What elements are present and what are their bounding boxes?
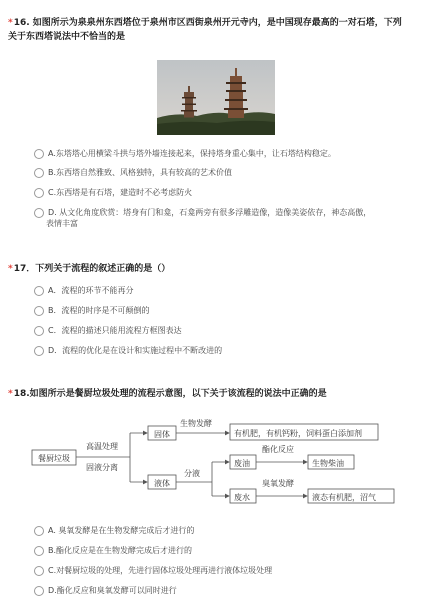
option-label: B.酯化反应是在生物发酵完成后才进行的	[48, 546, 193, 555]
label-oil: 废油	[234, 459, 250, 468]
q18-title-text: 18.如图所示是餐厨垃圾处理的流程示意图，以下关于该流程的说法中正确的是	[13, 389, 327, 399]
label-step1-top: 高温处理	[86, 442, 118, 451]
q16-option-a[interactable]	[34, 148, 336, 159]
radio-button[interactable]	[34, 526, 44, 536]
option-label: A.东塔塔心用横梁斗拱与塔外墙连接起来，保持塔身重心集中，让石塔结构稳定。	[48, 149, 336, 158]
q16-title	[8, 17, 402, 30]
label-ozone: 臭氧发酵	[262, 479, 294, 488]
option-label: A. 臭氧发酵是在生物发酵完成后才进行的	[48, 526, 195, 535]
label-solid: 固体	[154, 430, 170, 439]
option-label: D. 从文化角度欣赏：塔身有门和龛，石龛两旁有很多浮雕造像，造像美姿依存，神态高傲，	[48, 208, 372, 217]
q16-title-line2: 关于东西塔说法中不恰当的是	[8, 32, 126, 42]
radio-button[interactable]	[34, 188, 44, 198]
radio-button[interactable]	[34, 566, 44, 576]
label-ester: 酯化反应	[262, 445, 294, 454]
radio-button[interactable]	[34, 586, 44, 596]
q17-option-c[interactable]	[34, 325, 182, 336]
radio-button[interactable]	[34, 168, 44, 178]
q16-option-b[interactable]	[34, 167, 232, 178]
label-water: 废水	[234, 493, 250, 502]
q16-option-d-continued: 表情丰富	[46, 219, 78, 228]
label-separate: 分液	[184, 469, 200, 478]
q18-option-b[interactable]	[34, 545, 192, 556]
option-label: D.酯化反应和臭氧发酵可以同时进行	[48, 586, 177, 595]
option-label: A．流程的环节不能再分	[48, 286, 134, 295]
label-water-out: 液态有机肥，沼气	[312, 493, 376, 502]
radio-button[interactable]	[34, 149, 44, 159]
label-step1-bottom: 固液分离	[86, 463, 118, 472]
q16-title-line1: 16. 如图所示为泉泉州东西塔位于泉州市区西街泉州开元寺内，是中国现存最高的一对石塔，下列	[13, 18, 402, 28]
q17-title-text: 17．下列关于流程的叙述正确的是（）	[13, 264, 171, 274]
required-star: *	[8, 264, 13, 274]
label-start: 餐厨垃圾	[38, 454, 70, 463]
required-star: *	[8, 389, 13, 399]
radio-button[interactable]	[34, 346, 44, 356]
option-label: C.东西塔是有石塔，建造时不必考虑防火	[48, 188, 193, 197]
option-label: B．流程的时序是不可颠倒的	[48, 306, 150, 315]
required-star: *	[8, 18, 13, 28]
option-label: C.对餐厨垃圾的处理，先进行固体垃圾处理再进行液体垃圾处理	[48, 566, 273, 575]
label-bio: 生物发酵	[180, 419, 212, 428]
option-label: C．流程的描述只能用流程方框图表达	[48, 326, 182, 335]
radio-button[interactable]	[34, 326, 44, 336]
q18-title	[8, 388, 327, 401]
option-label: B.东西塔自然雅致、风格独特，具有较高的艺术价值	[48, 168, 233, 177]
q17-title	[8, 263, 170, 276]
q16-option-d[interactable]	[34, 207, 371, 218]
q17-option-a[interactable]	[34, 285, 133, 296]
q16-option-c[interactable]	[34, 187, 192, 198]
radio-button[interactable]	[34, 546, 44, 556]
flow-diagram	[30, 412, 405, 512]
q17-option-b[interactable]	[34, 305, 150, 316]
label-biodiesel: 生物柴油	[312, 459, 344, 468]
q17-option-d[interactable]	[34, 345, 222, 356]
label-liquid: 液体	[154, 479, 170, 488]
q18-option-c[interactable]	[34, 565, 272, 576]
pagoda-photo	[157, 60, 275, 135]
q18-option-a[interactable]	[34, 525, 194, 536]
label-solid-out: 有机肥，有机钙粉，饲料蛋白添加剂	[234, 429, 362, 438]
option-label: D．流程的优化是在设计和实施过程中不断改进的	[48, 346, 223, 355]
radio-button[interactable]	[34, 208, 44, 218]
radio-button[interactable]	[34, 286, 44, 296]
radio-button[interactable]	[34, 306, 44, 316]
q18-option-d[interactable]	[34, 585, 177, 596]
